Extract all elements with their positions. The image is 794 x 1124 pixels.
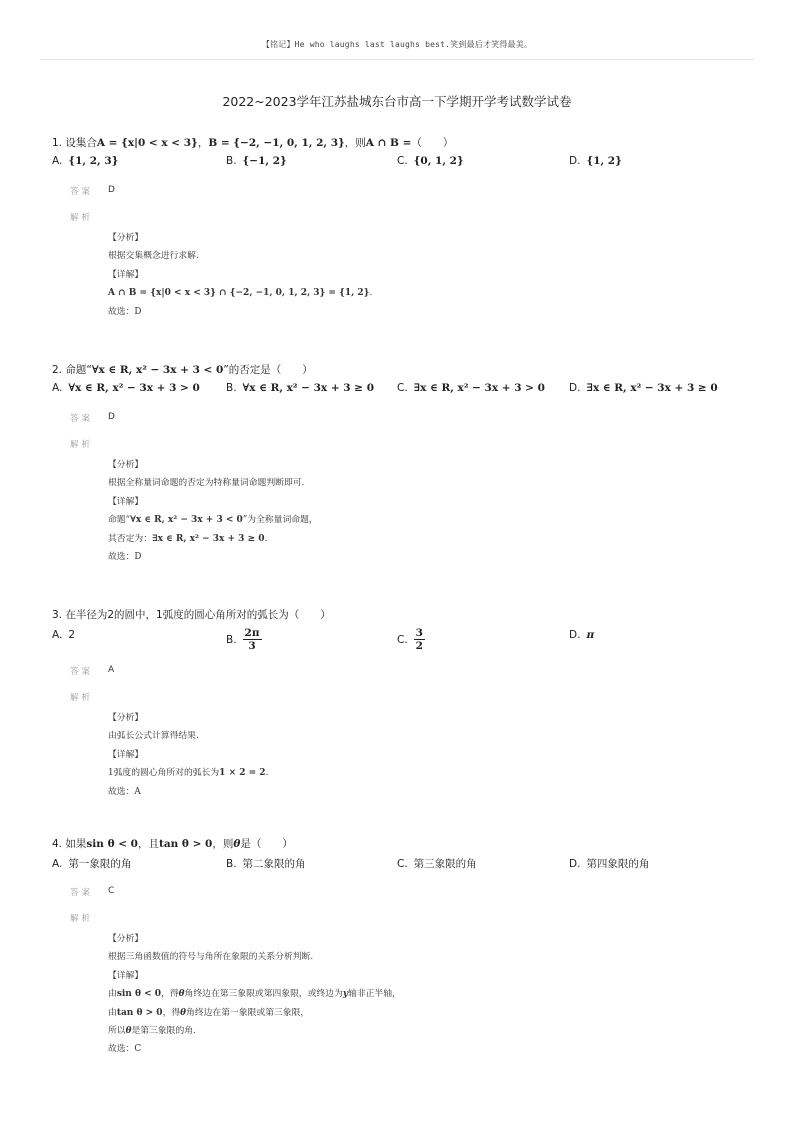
math-expression: sin θ < 0 bbox=[86, 838, 138, 850]
answer-row bbox=[52, 412, 754, 428]
question-number: 4. bbox=[52, 838, 63, 850]
answer-row bbox=[52, 886, 754, 902]
question-3-options bbox=[52, 627, 754, 657]
document-title: 2022~2023学年江苏盐城东台市高一下学期开学考试数学试卷 bbox=[222, 94, 572, 109]
fraction: $\frac{3}{2}$ bbox=[415, 627, 423, 652]
question-2-options bbox=[52, 382, 754, 402]
detail-line: 命题“∀x ∈ R, x² − 3x + 3 < 0”为全称量词命题， bbox=[108, 515, 318, 526]
option-a[interactable]: A. 第一象限的角 bbox=[52, 858, 132, 870]
question-number: 3. bbox=[52, 609, 63, 621]
detail-line: 由sin θ < 0，得θ角终边在第三象限或第四象限，或终边为y轴非正半轴， bbox=[108, 989, 401, 1000]
option-b[interactable]: B. $\frac{2\pi}{3}$ bbox=[226, 627, 260, 652]
option-d[interactable]: D. π bbox=[569, 629, 595, 641]
question-number: 1. bbox=[52, 137, 63, 149]
option-c[interactable]: C. 第三象限的角 bbox=[397, 858, 477, 870]
question-4 bbox=[52, 836, 754, 1059]
fraction: $\frac{2\pi}{3}$ bbox=[244, 627, 260, 652]
conclusion-text: 故选：C bbox=[108, 1044, 142, 1055]
analysis-row bbox=[52, 438, 754, 454]
explanation-block bbox=[108, 229, 754, 321]
analysis-text: 根据全称量词命题的否定为特称量词命题判断即可. bbox=[108, 478, 305, 489]
detail-tag: 【详解】 bbox=[108, 269, 144, 280]
question-2-stem: 2. 命题“∀x ∈ R, x² − 3x + 3 < 0”的否定是（ ） bbox=[52, 364, 313, 376]
detail-tag: 【详解】 bbox=[108, 496, 144, 507]
math-expression: θ bbox=[233, 838, 241, 850]
question-4-options bbox=[52, 856, 754, 876]
option-a[interactable]: A. {1, 2, 3} bbox=[52, 155, 119, 167]
option-d[interactable]: D. 第四象限的角 bbox=[569, 858, 650, 870]
answer-value: C bbox=[108, 886, 115, 896]
option-a[interactable]: A. ∀x ∈ R, x² − 3x + 3 > 0 bbox=[52, 382, 200, 394]
question-2 bbox=[52, 362, 754, 566]
answer-value: A bbox=[108, 665, 115, 675]
answer-label: 答案 bbox=[70, 187, 94, 197]
math-expression: A = {x|0 < x < 3} bbox=[96, 137, 198, 149]
answer-row bbox=[52, 665, 754, 681]
analysis-text: 由弧长公式计算得结果. bbox=[108, 731, 199, 742]
analysis-row bbox=[52, 691, 754, 707]
math-expression: B = {−2, −1, 0, 1, 2, 3} bbox=[208, 137, 345, 149]
answer-label: 答案 bbox=[70, 667, 94, 677]
analysis-row bbox=[52, 211, 754, 227]
analysis-label: 解析 bbox=[70, 213, 94, 223]
option-c[interactable]: C. $\frac{3}{2}$ bbox=[397, 627, 423, 652]
question-3 bbox=[52, 607, 754, 801]
question-3-stem: 3. 在半径为2的圆中，1弧度的圆心角所对的弧长为（ ） bbox=[52, 609, 331, 621]
detail-line: 1弧度的圆心角所对的弧长为1 × 2 = 2. bbox=[108, 768, 269, 779]
question-1-options bbox=[52, 155, 754, 175]
question-1-stem: 1. 设集合A = {x|0 < x < 3}，B = {−2, −1, 0, 1, 2, 3}，则A ∩ B =（ ） bbox=[52, 137, 454, 149]
conclusion-text: 故选：A bbox=[108, 786, 141, 797]
math-expression: A ∩ B = bbox=[365, 137, 412, 149]
question-1 bbox=[52, 135, 754, 321]
explanation-block bbox=[108, 456, 754, 566]
option-b[interactable]: B. {−1, 2} bbox=[226, 155, 287, 167]
analysis-tag: 【分析】 bbox=[108, 460, 144, 470]
detail-line: 其否定为：∃x ∈ R, x² − 3x + 3 ≥ 0. bbox=[108, 533, 268, 544]
math-expression: ∀x ∈ R, x² − 3x + 3 < 0 bbox=[91, 364, 224, 376]
page-header-quote: 【铭记】He who laughs last laughs best.笑到最后才笑得最美。 bbox=[261, 40, 533, 49]
analysis-tag: 【分析】 bbox=[108, 934, 144, 944]
option-b[interactable]: B. 第二象限的角 bbox=[226, 858, 306, 870]
answer-value: D bbox=[108, 412, 115, 422]
analysis-tag: 【分析】 bbox=[108, 233, 144, 243]
option-a[interactable]: A. 2 bbox=[52, 629, 76, 641]
answer-label: 答案 bbox=[70, 414, 94, 424]
explanation-block bbox=[108, 709, 754, 801]
option-c[interactable]: C. ∃x ∈ R, x² − 3x + 3 > 0 bbox=[397, 382, 545, 394]
question-number: 2. bbox=[52, 364, 63, 376]
answer-value: D bbox=[108, 185, 115, 195]
detail-tag: 【详解】 bbox=[108, 749, 144, 760]
option-d[interactable]: D. {1, 2} bbox=[569, 155, 622, 167]
detail-line: 所以θ是第三象限的角. bbox=[108, 1026, 196, 1037]
explanation-block bbox=[108, 930, 754, 1059]
analysis-row bbox=[52, 912, 754, 928]
detail-line: A ∩ B = {x|0 < x < 3} ∩ {−2, −1, 0, 1, 2, 3} = {1, 2}. bbox=[108, 288, 373, 299]
analysis-text: 根据交集概念进行求解. bbox=[108, 251, 199, 262]
header-divider bbox=[40, 59, 754, 60]
analysis-label: 解析 bbox=[70, 693, 94, 703]
option-c[interactable]: C. {0, 1, 2} bbox=[397, 155, 464, 167]
detail-line: 由tan θ > 0，得θ角终边在第一象限或第三象限， bbox=[108, 1007, 310, 1018]
analysis-label: 解析 bbox=[70, 914, 94, 924]
answer-label: 答案 bbox=[70, 888, 94, 898]
analysis-tag: 【分析】 bbox=[108, 713, 144, 723]
analysis-label: 解析 bbox=[70, 440, 94, 450]
conclusion-text: 故选：D bbox=[108, 552, 142, 563]
option-d[interactable]: D. ∃x ∈ R, x² − 3x + 3 ≥ 0 bbox=[569, 382, 718, 394]
math-expression: tan θ > 0 bbox=[158, 838, 213, 850]
option-b[interactable]: B. ∀x ∈ R, x² − 3x + 3 ≥ 0 bbox=[226, 382, 375, 394]
analysis-text: 根据三角函数值的符号与角所在象限的关系分析判断. bbox=[108, 952, 314, 963]
answer-row bbox=[52, 185, 754, 201]
detail-tag: 【详解】 bbox=[108, 970, 144, 981]
conclusion-text: 故选：D bbox=[108, 306, 142, 317]
question-4-stem: 4. 如果sin θ < 0，且tan θ > 0，则θ是（ ） bbox=[52, 838, 293, 850]
